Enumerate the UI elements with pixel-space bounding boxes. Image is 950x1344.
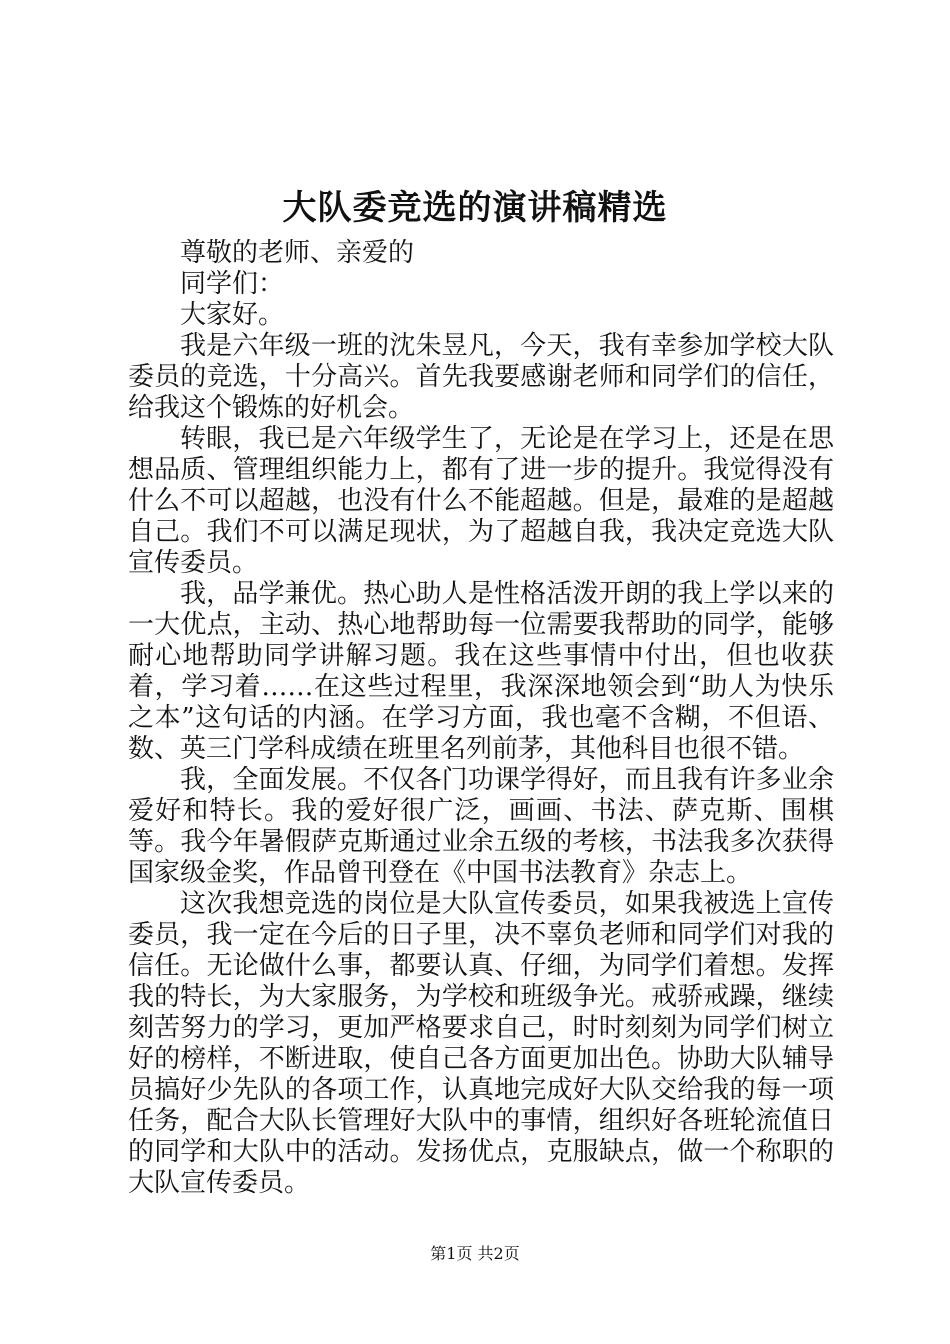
greeting: 大家好。 — [180, 300, 285, 330]
paragraph-motivation: 转眼，我已是六年级学生了，无论是在学习上，还是在思想品质、管理组织能力上，都有了进一步的提升。我觉得没有什么不可以超越，也没有什么不能超越。但是，最难的是超越自己。我们不可以满足现状，为了超越自我，我决定竞选大队宣传委员。 — [128, 424, 834, 578]
paragraph-commitment: 这次我想竞选的岗位是大队宣传委员，如果我被选上宣传委员，我一定在今后的日子里，决不辜负老师和同学们对我的信任。无论做什么事，都要认真、仔细，为同学们着想。发挥我的特长，为大家服务，为学校和班级争光。戒骄戒躁，继续刻苦努力的学习，更加严格要求自己，时时刻刻为同学们树立好的榜样，不断进取，使自己各方面更加出色。协助大队辅导员搞好少先队的各项工作，认真地完成好大队交给我的每一项任务，配合大队长管理好大队中的事情，组织好各班轮流值日的同学和大队中的活动。发扬优点，克服缺点，做一个称职的大队宣传委员。 — [128, 889, 834, 1198]
paragraph-hobbies: 我，全面发展。不仅各门功课学得好，而且我有许多业余爱好和特长。我的爱好很广泛，画画、书法、萨克斯、围棋等。我今年暑假萨克斯通过业余五级的考核，书法我多次获得国家级金奖，作品曾刊登在《中国书法教育》杂志上。 — [128, 765, 834, 888]
paragraph-character: 我，品学兼优。热心助人是性格活泼开朗的我上学以来的一大优点，主动、热心地帮助每一位需要我帮助的同学，能够耐心地帮助同学讲解习题。我在这些事情中付出，但也收获着，学习着……在这些过程里，我深深地领会到“助人为快乐之本”这句话的内涵。在学习方面，我也毫不含糊，不但语、数、英三门学科成绩在班里名列前茅，其他科目也很不错。 — [128, 579, 834, 764]
page-number-footer: 第1页 共2页 — [430, 1244, 520, 1263]
paragraph-introduction: 我是六年级一班的沈朱昱凡，今天，我有幸参加学校大队委员的竞选，十分高兴。首先我要感谢老师和同学们的信任，给我这个锻炼的好机会。 — [128, 331, 834, 423]
document-body — [128, 238, 834, 1199]
salutation-line-2: 同学们： — [180, 269, 285, 299]
document-title: 大队委竞选的演讲稿精选 — [282, 188, 668, 228]
salutation-line-1: 尊敬的老师、亲爱的 — [180, 238, 415, 268]
